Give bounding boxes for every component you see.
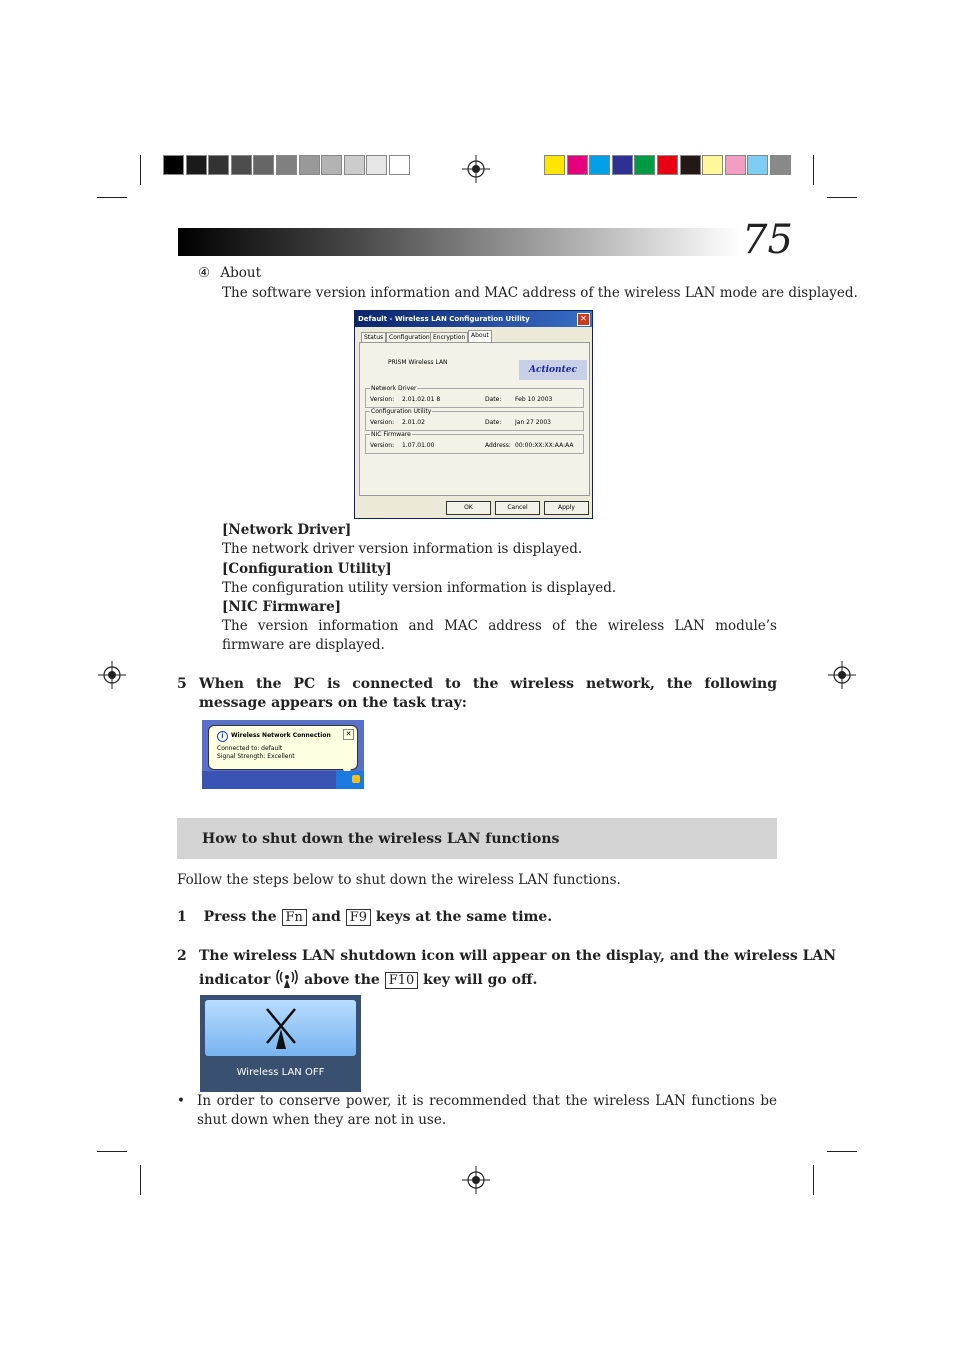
- def-desc: The network driver version information is displayed.: [222, 541, 583, 557]
- about-description: The software version information and MAC address of the wireless LAN mode are displayed.: [222, 285, 858, 301]
- wireless-off-icon: [261, 1005, 301, 1053]
- color-swatch: [702, 155, 723, 175]
- tab-status[interactable]: Status: [361, 332, 386, 343]
- group-label: NIC Firmware: [371, 431, 411, 438]
- crop-mark: [97, 1151, 127, 1152]
- cancel-button[interactable]: Cancel: [495, 501, 540, 515]
- color-swatch: [725, 155, 746, 175]
- def-desc: The version information and MAC address of the wireless LAN module’s firmware are displayed.: [222, 618, 777, 653]
- wireless-indicator-icon: [275, 969, 299, 989]
- step-1: [177, 908, 552, 927]
- color-swatch: [680, 155, 701, 175]
- version-label: Version:: [370, 419, 395, 426]
- section-title: How to shut down the wireless LAN functions: [202, 831, 560, 847]
- def-desc: The configuration utility version information is displayed.: [222, 580, 617, 596]
- color-swatch: [186, 155, 207, 175]
- color-swatch: [163, 155, 184, 175]
- page-number: 75: [742, 217, 793, 263]
- color-swatch: [589, 155, 610, 175]
- crop-mark: [827, 1151, 857, 1152]
- dialog-title-bar: [355, 311, 592, 327]
- logo-text: Actiontec: [529, 365, 577, 375]
- network-tray-icon[interactable]: [352, 775, 360, 783]
- date-label: Date:: [485, 419, 502, 426]
- color-swatch: [747, 155, 768, 175]
- wireless-lan-off-screenshot: [200, 995, 361, 1092]
- color-swatch: [208, 155, 229, 175]
- version-value: 2.01.02.01 8: [402, 396, 441, 403]
- network-driver-group: [365, 385, 584, 408]
- apply-button[interactable]: Apply: [544, 501, 589, 515]
- tab-about[interactable]: About: [468, 330, 492, 343]
- version-value: 2.01.02: [402, 419, 425, 426]
- color-swatch: [389, 155, 410, 175]
- registration-mark-icon: [828, 661, 856, 689]
- def-term: [NIC Firmware]: [222, 599, 342, 615]
- step-1-text: keys at the same time.: [375, 909, 553, 925]
- group-label: Configuration Utility: [371, 408, 432, 415]
- step-1-text: Press the: [203, 909, 277, 925]
- close-icon[interactable]: ✕: [343, 729, 354, 740]
- color-swatch: [770, 155, 791, 175]
- crop-mark: [140, 155, 141, 185]
- color-swatch: [634, 155, 655, 175]
- color-swatch: [299, 155, 320, 175]
- configuration-utility-group: [365, 408, 584, 431]
- item-number: ④: [198, 265, 211, 281]
- nic-firmware-group: [365, 431, 584, 454]
- crop-mark: [97, 197, 127, 198]
- actiontec-logo: [519, 360, 587, 380]
- header-gradient-bar: [178, 228, 740, 256]
- registration-mark-icon: [98, 661, 126, 689]
- registration-mark-icon: [462, 155, 490, 183]
- step-number: 2: [177, 948, 187, 964]
- version-label: Version:: [370, 442, 395, 449]
- step-2-text: The wireless LAN shutdown icon will appear on the display, and the wireless LAN: [199, 948, 837, 964]
- step-2-text: above the: [304, 972, 380, 988]
- color-swatch: [657, 155, 678, 175]
- color-swatch: [612, 155, 633, 175]
- step-number: 1: [177, 909, 187, 925]
- color-swatch: [366, 155, 387, 175]
- about-dialog-screenshot: [354, 310, 593, 519]
- color-swatch: [276, 155, 297, 175]
- notification-balloon: [208, 725, 358, 770]
- about-title: About: [220, 265, 262, 281]
- section-header: [177, 818, 777, 859]
- address-label: Address:: [485, 442, 511, 449]
- power-note: In order to conserve power, it is recommended that the wireless LAN functions be shut down when they are not in use.: [197, 1093, 777, 1128]
- close-icon[interactable]: ✕: [577, 313, 590, 326]
- crop-mark: [140, 1165, 141, 1195]
- step-1-text: and: [311, 909, 341, 925]
- tab-encryption[interactable]: Encryption: [430, 332, 468, 343]
- color-swatch: [321, 155, 342, 175]
- section-intro: Follow the steps below to shut down the wireless LAN functions.: [177, 872, 621, 888]
- color-swatch: [231, 155, 252, 175]
- task-tray-screenshot: [202, 720, 364, 789]
- dialog-title: Default - Wireless LAN Configuration Utility: [358, 315, 530, 323]
- tab-configuration[interactable]: Configuration: [386, 332, 433, 343]
- color-swatch: [567, 155, 588, 175]
- date-label: Date:: [485, 396, 502, 403]
- f9-key: F9: [346, 909, 371, 926]
- registration-mark-icon: [462, 1166, 490, 1194]
- step-2-text: indicator: [199, 972, 271, 988]
- def-term: [Network Driver]: [222, 522, 352, 538]
- step-2-line2: [199, 969, 537, 990]
- wlan-off-label: Wireless LAN OFF: [236, 1067, 325, 1078]
- about-heading: [198, 264, 261, 283]
- address-value: 00:00:XX:XX:AA:AA: [515, 442, 574, 449]
- signal-line: Signal Strength: Excellent: [217, 753, 295, 760]
- color-swatch: [544, 155, 565, 175]
- notification-title: Wireless Network Connection: [231, 732, 331, 739]
- crop-mark: [813, 155, 814, 185]
- version-value: 1.07.01.00: [402, 442, 435, 449]
- connected-line: Connected to: default: [217, 745, 283, 752]
- step-5-text: When the PC is connected to the wireless network, the following message appears on the task tray:: [199, 676, 777, 711]
- color-swatch: [253, 155, 274, 175]
- group-label: Network Driver: [371, 385, 417, 392]
- fn-key: Fn: [282, 909, 307, 926]
- date-value: Feb 10 2003: [515, 396, 553, 403]
- product-name: PRISM Wireless LAN: [388, 359, 448, 366]
- step-2-text: key will go off.: [423, 972, 538, 988]
- version-label: Version:: [370, 396, 395, 403]
- bullet: •: [177, 1093, 185, 1109]
- ok-button[interactable]: OK: [446, 501, 491, 515]
- f10-key: F10: [385, 972, 419, 989]
- def-term: [Configuration Utility]: [222, 561, 392, 577]
- step-number: 5: [177, 676, 187, 692]
- date-value: Jan 27 2003: [515, 419, 551, 426]
- crop-mark: [827, 197, 857, 198]
- crop-mark: [813, 1165, 814, 1195]
- info-icon: i: [217, 731, 228, 742]
- color-swatch: [344, 155, 365, 175]
